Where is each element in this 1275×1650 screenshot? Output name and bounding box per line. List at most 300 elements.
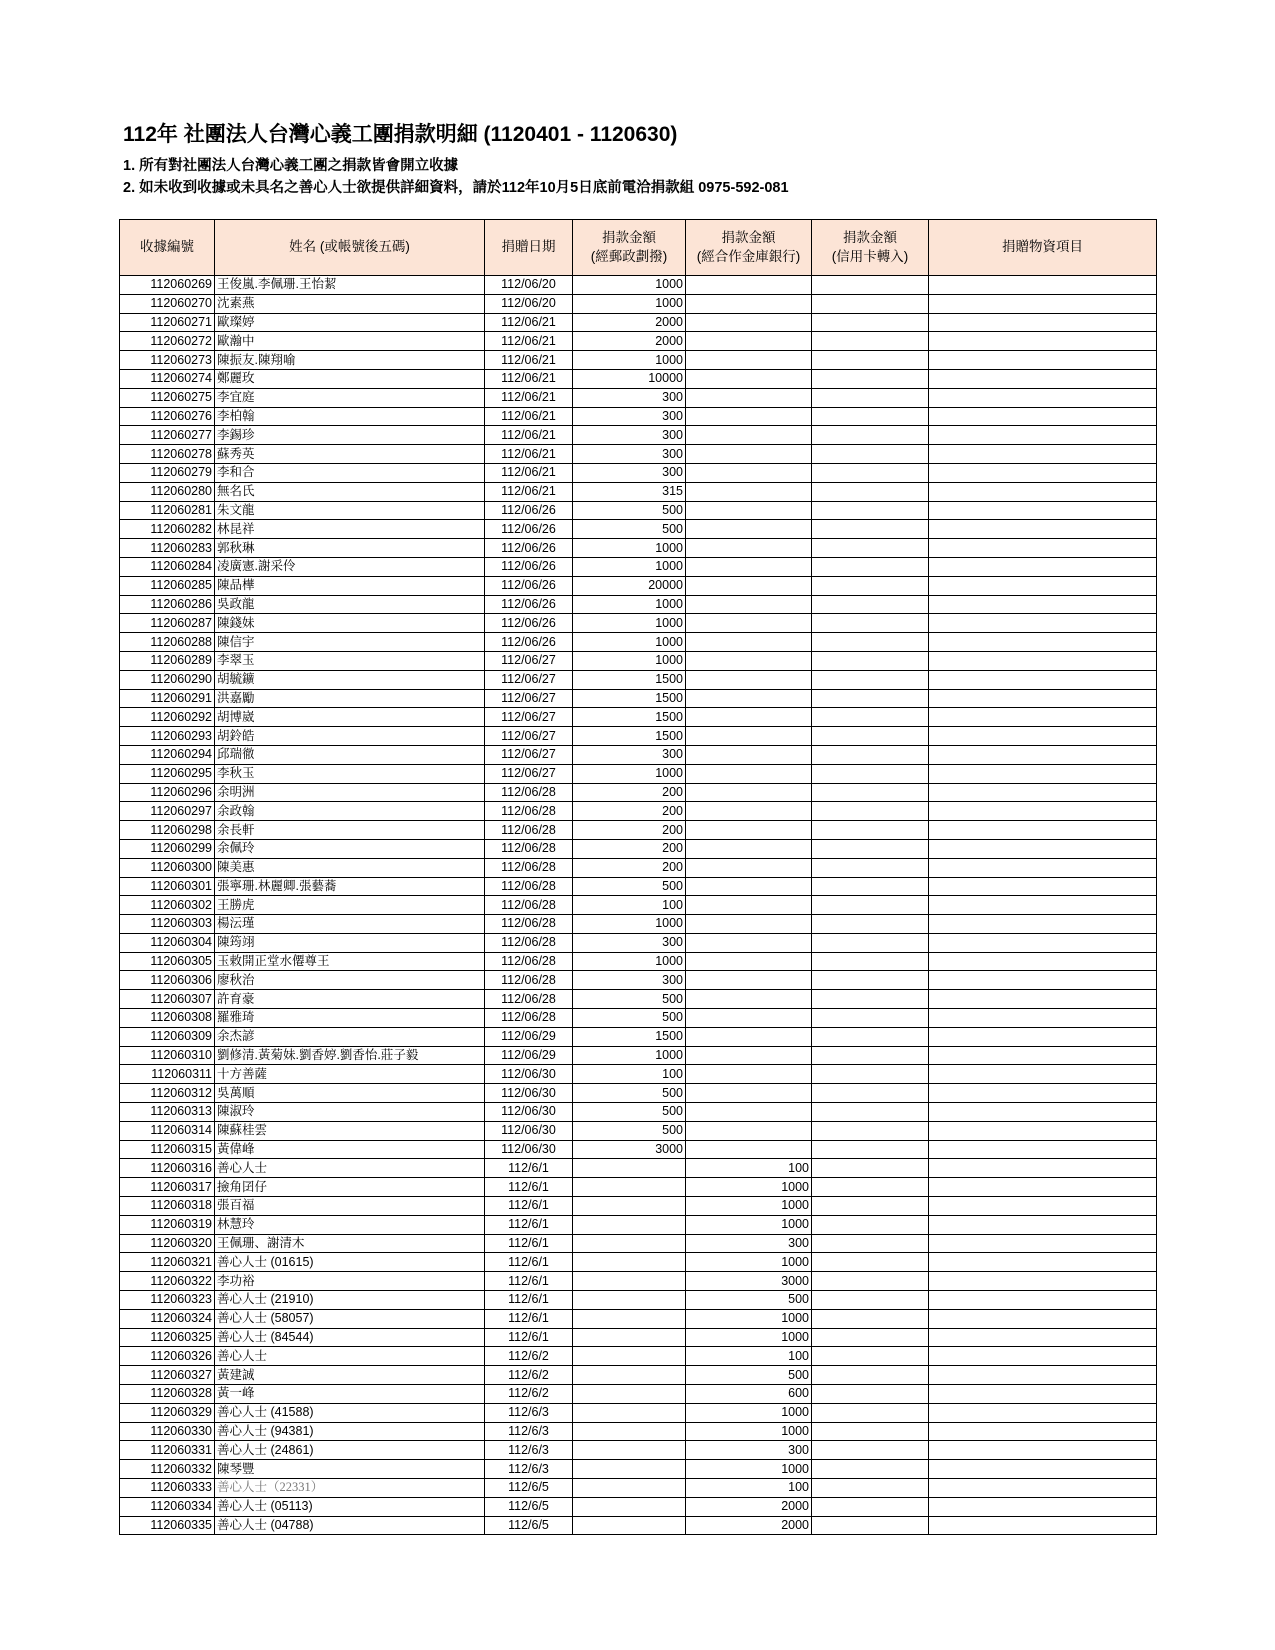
cell-bank-amount [686,294,812,313]
cell-receipt-no: 112060289 [120,651,215,670]
cell-receipt-no: 112060324 [120,1309,215,1328]
cell-receipt-no: 112060329 [120,1403,215,1422]
table-row [120,1272,1157,1291]
cell-card-amount [812,1159,929,1178]
cell-card-amount [812,1460,929,1479]
cell-receipt-no: 112060327 [120,1366,215,1385]
cell-bank-amount [686,1103,812,1122]
cell-receipt-no: 112060330 [120,1422,215,1441]
cell-card-amount [812,1309,929,1328]
cell-card-amount [812,858,929,877]
cell-donor-name: 余長軒 [215,821,485,840]
cell-receipt-no: 112060313 [120,1103,215,1122]
cell-date: 112/06/27 [485,689,573,708]
cell-date: 112/6/1 [485,1178,573,1197]
cell-bank-amount [686,745,812,764]
cell-date: 112/06/27 [485,708,573,727]
table-row [120,633,1157,652]
cell-donor-name: 陳淑玲 [215,1103,485,1122]
cell-goods [929,689,1157,708]
cell-goods [929,802,1157,821]
cell-donor-name: 陳琴豐 [215,1460,485,1479]
cell-date: 112/06/21 [485,332,573,351]
table-row [120,539,1157,558]
cell-donor-name: 善心人士 (04788) [215,1516,485,1535]
cell-postal-amount [573,1385,686,1404]
cell-postal-amount: 200 [573,783,686,802]
cell-donor-name: 楊沄瑾 [215,915,485,934]
cell-date: 112/6/1 [485,1197,573,1216]
table-row [120,1497,1157,1516]
cell-bank-amount: 300 [686,1441,812,1460]
cell-card-amount [812,952,929,971]
cell-date: 112/06/26 [485,501,573,520]
cell-receipt-no: 112060335 [120,1516,215,1535]
cell-date: 112/06/27 [485,745,573,764]
cell-donor-name: 胡博崴 [215,708,485,727]
cell-bank-amount [686,802,812,821]
cell-receipt-no: 112060306 [120,971,215,990]
cell-date: 112/6/1 [485,1253,573,1272]
table-row [120,501,1157,520]
cell-donor-name: 善心人士 (58057) [215,1309,485,1328]
table-row [120,332,1157,351]
cell-date: 112/06/21 [485,463,573,482]
cell-goods [929,1422,1157,1441]
cell-receipt-no: 112060277 [120,426,215,445]
cell-date: 112/06/26 [485,595,573,614]
header-card-amount [812,220,929,276]
cell-postal-amount: 1000 [573,294,686,313]
header-goods: 捐贈物資項目 [929,220,1157,276]
table-row [120,445,1157,464]
cell-bank-amount: 1000 [686,1215,812,1234]
cell-goods [929,971,1157,990]
cell-bank-amount [686,896,812,915]
cell-donor-name: 王俊嵐.李佩珊.王怡絜 [215,276,485,295]
cell-card-amount [812,614,929,633]
cell-donor-name: 歐璨婷 [215,313,485,332]
cell-bank-amount: 100 [686,1479,812,1498]
cell-goods [929,821,1157,840]
cell-date: 112/06/21 [485,482,573,501]
cell-bank-amount [686,557,812,576]
table-row [120,595,1157,614]
cell-date: 112/6/3 [485,1460,573,1479]
cell-card-amount [812,1197,929,1216]
cell-card-amount [812,1366,929,1385]
cell-receipt-no: 112060283 [120,539,215,558]
cell-card-amount [812,426,929,445]
cell-postal-amount: 200 [573,858,686,877]
cell-card-amount [812,670,929,689]
cell-card-amount [812,388,929,407]
cell-postal-amount: 315 [573,482,686,501]
cell-date: 112/06/21 [485,351,573,370]
cell-date: 112/06/26 [485,576,573,595]
cell-goods [929,1460,1157,1479]
table-row [120,294,1157,313]
cell-postal-amount: 1000 [573,276,686,295]
cell-date: 112/06/28 [485,821,573,840]
header-postal-amount [573,220,686,276]
cell-postal-amount [573,1366,686,1385]
cell-bank-amount [686,877,812,896]
cell-bank-amount: 1000 [686,1328,812,1347]
table-row [120,1403,1157,1422]
cell-goods [929,463,1157,482]
cell-goods [929,877,1157,896]
cell-date: 112/06/29 [485,1027,573,1046]
table-row [120,351,1157,370]
cell-card-amount [812,1253,929,1272]
cell-donor-name: 王勝虎 [215,896,485,915]
cell-goods [929,952,1157,971]
cell-card-amount [812,727,929,746]
table-row [120,802,1157,821]
cell-postal-amount: 300 [573,463,686,482]
table-row [120,821,1157,840]
cell-donor-name: 王佩珊、謝清木 [215,1234,485,1253]
cell-receipt-no: 112060317 [120,1178,215,1197]
cell-goods [929,557,1157,576]
cell-postal-amount [573,1460,686,1479]
cell-receipt-no: 112060288 [120,633,215,652]
cell-date: 112/06/21 [485,369,573,388]
cell-goods [929,933,1157,952]
cell-postal-amount: 2000 [573,313,686,332]
table-row [120,1291,1157,1310]
cell-goods [929,501,1157,520]
cell-bank-amount: 1000 [686,1422,812,1441]
table-row [120,745,1157,764]
cell-bank-amount [686,1027,812,1046]
cell-date: 112/6/1 [485,1291,573,1310]
cell-card-amount [812,595,929,614]
cell-donor-name: 洪嘉勵 [215,689,485,708]
cell-goods [929,1197,1157,1216]
cell-goods [929,576,1157,595]
cell-date: 112/6/3 [485,1441,573,1460]
cell-donor-name: 李柏翰 [215,407,485,426]
cell-receipt-no: 112060326 [120,1347,215,1366]
cell-goods [929,1215,1157,1234]
cell-bank-amount [686,388,812,407]
cell-bank-amount: 1000 [686,1309,812,1328]
cell-receipt-no: 112060301 [120,877,215,896]
table-row [120,520,1157,539]
cell-card-amount [812,1441,929,1460]
cell-postal-amount: 1000 [573,557,686,576]
cell-donor-name: 善心人士 (05113) [215,1497,485,1516]
cell-donor-name: 玉敕開正堂水僊尊王 [215,952,485,971]
cell-date: 112/06/26 [485,557,573,576]
cell-goods [929,1103,1157,1122]
cell-goods [929,1479,1157,1498]
cell-postal-amount [573,1197,686,1216]
table-row [120,1084,1157,1103]
cell-postal-amount: 1500 [573,708,686,727]
table-row [120,1441,1157,1460]
table-row [120,1516,1157,1535]
cell-bank-amount [686,1084,812,1103]
cell-goods [929,1441,1157,1460]
cell-card-amount [812,332,929,351]
cell-goods [929,764,1157,783]
cell-card-amount [812,1215,929,1234]
cell-postal-amount [573,1441,686,1460]
cell-card-amount [812,990,929,1009]
cell-card-amount [812,764,929,783]
cell-bank-amount [686,858,812,877]
cell-date: 112/6/5 [485,1497,573,1516]
cell-receipt-no: 112060295 [120,764,215,783]
cell-donor-name: 善心人士 (94381) [215,1422,485,1441]
cell-donor-name: 善心人士 [215,1347,485,1366]
cell-card-amount [812,1046,929,1065]
cell-date: 112/06/20 [485,294,573,313]
cell-postal-amount: 1000 [573,915,686,934]
cell-donor-name: 朱文龍 [215,501,485,520]
cell-postal-amount: 1500 [573,670,686,689]
table-row [120,877,1157,896]
table-row [120,463,1157,482]
cell-donor-name: 黃建誠 [215,1366,485,1385]
cell-card-amount [812,482,929,501]
cell-card-amount [812,689,929,708]
cell-date: 112/6/5 [485,1479,573,1498]
cell-goods [929,1385,1157,1404]
cell-card-amount [812,501,929,520]
cell-receipt-no: 112060311 [120,1065,215,1084]
cell-goods [929,1516,1157,1535]
cell-donor-name: 陳蘇桂雲 [215,1121,485,1140]
cell-receipt-no: 112060308 [120,1009,215,1028]
table-row [120,1253,1157,1272]
cell-postal-amount: 300 [573,933,686,952]
cell-receipt-no: 112060323 [120,1291,215,1310]
cell-postal-amount [573,1253,686,1272]
cell-goods [929,426,1157,445]
cell-card-amount [812,313,929,332]
cell-postal-amount: 500 [573,520,686,539]
cell-donor-name: 郭秋琳 [215,539,485,558]
cell-receipt-no: 112060320 [120,1234,215,1253]
cell-donor-name: 余杰諺 [215,1027,485,1046]
cell-receipt-no: 112060270 [120,294,215,313]
cell-bank-amount [686,520,812,539]
cell-card-amount [812,971,929,990]
table-row [120,1460,1157,1479]
cell-card-amount [812,839,929,858]
cell-card-amount [812,1140,929,1159]
cell-goods [929,1046,1157,1065]
cell-card-amount [812,1009,929,1028]
cell-goods [929,332,1157,351]
cell-card-amount [812,1479,929,1498]
cell-goods [929,1309,1157,1328]
cell-receipt-no: 112060282 [120,520,215,539]
cell-donor-name: 邱瑞徹 [215,745,485,764]
cell-date: 112/06/27 [485,670,573,689]
table-row [120,915,1157,934]
cell-postal-amount: 2000 [573,332,686,351]
cell-postal-amount: 500 [573,1009,686,1028]
cell-card-amount [812,369,929,388]
table-row [120,1065,1157,1084]
cell-date: 112/06/27 [485,651,573,670]
cell-donor-name: 李功裕 [215,1272,485,1291]
cell-receipt-no: 112060269 [120,276,215,295]
table-row [120,557,1157,576]
cell-card-amount [812,407,929,426]
cell-bank-amount [686,576,812,595]
table-row [120,933,1157,952]
table-row [120,651,1157,670]
table-row [120,1103,1157,1122]
cell-donor-name: 十方善薩 [215,1065,485,1084]
cell-postal-amount [573,1272,686,1291]
cell-bank-amount [686,764,812,783]
note-contact: 2. 如未收到收據或未具名之善心人士欲提供詳細資料，請於112年10月5日底前電洽捐款組 0975-592-081 [123,180,789,196]
cell-card-amount [812,576,929,595]
table-row [120,1347,1157,1366]
table-row [120,614,1157,633]
cell-bank-amount: 300 [686,1234,812,1253]
cell-goods [929,1178,1157,1197]
cell-bank-amount [686,595,812,614]
cell-goods [929,858,1157,877]
cell-bank-amount [686,1121,812,1140]
cell-date: 112/06/26 [485,633,573,652]
cell-goods [929,1009,1157,1028]
cell-bank-amount: 1000 [686,1178,812,1197]
cell-date: 112/6/1 [485,1309,573,1328]
cell-date: 112/6/2 [485,1347,573,1366]
cell-donor-name: 李錫珍 [215,426,485,445]
cell-bank-amount: 2000 [686,1516,812,1535]
cell-donor-name: 林昆祥 [215,520,485,539]
cell-bank-amount [686,463,812,482]
table-row [120,858,1157,877]
cell-bank-amount [686,539,812,558]
cell-goods [929,1347,1157,1366]
cell-card-amount [812,633,929,652]
cell-date: 112/06/21 [485,313,573,332]
cell-card-amount [812,1065,929,1084]
cell-receipt-no: 112060281 [120,501,215,520]
cell-donor-name: 鄭麗玫 [215,369,485,388]
cell-date: 112/06/21 [485,407,573,426]
cell-bank-amount: 500 [686,1366,812,1385]
cell-card-amount [812,445,929,464]
cell-goods [929,407,1157,426]
cell-date: 112/06/28 [485,839,573,858]
cell-goods [929,896,1157,915]
cell-postal-amount: 500 [573,990,686,1009]
cell-goods [929,1140,1157,1159]
cell-goods [929,783,1157,802]
cell-goods [929,633,1157,652]
cell-card-amount [812,1121,929,1140]
cell-donor-name: 善心人士 (21910) [215,1291,485,1310]
cell-receipt-no: 112060310 [120,1046,215,1065]
header-postal-sub: (經郵政劃撥) [590,248,668,264]
cell-card-amount [812,539,929,558]
cell-bank-amount [686,821,812,840]
table-row [120,313,1157,332]
cell-card-amount [812,802,929,821]
cell-receipt-no: 112060297 [120,802,215,821]
cell-donor-name: 羅雅琦 [215,1009,485,1028]
cell-bank-amount [686,445,812,464]
cell-goods [929,1065,1157,1084]
cell-receipt-no: 112060279 [120,463,215,482]
cell-receipt-no: 112060316 [120,1159,215,1178]
header-card-sub: (信用卡轉入) [831,248,909,264]
cell-receipt-no: 112060290 [120,670,215,689]
cell-bank-amount [686,351,812,370]
cell-postal-amount: 100 [573,1065,686,1084]
cell-date: 112/06/30 [485,1121,573,1140]
table-row [120,990,1157,1009]
cell-bank-amount [686,482,812,501]
cell-receipt-no: 112060328 [120,1385,215,1404]
cell-goods [929,1272,1157,1291]
cell-postal-amount [573,1234,686,1253]
table-row [120,1215,1157,1234]
cell-card-amount [812,1178,929,1197]
table-row [120,783,1157,802]
cell-receipt-no: 112060275 [120,388,215,407]
cell-donor-name: 黃一峰 [215,1385,485,1404]
cell-card-amount [812,933,929,952]
cell-goods [929,445,1157,464]
cell-donor-name: 沈素燕 [215,294,485,313]
cell-bank-amount [686,276,812,295]
table-row [120,1479,1157,1498]
table-row [120,708,1157,727]
cell-date: 112/6/1 [485,1272,573,1291]
cell-card-amount [812,915,929,934]
cell-bank-amount [686,633,812,652]
table-row [120,426,1157,445]
cell-bank-amount: 1000 [686,1253,812,1272]
cell-bank-amount: 1000 [686,1403,812,1422]
cell-receipt-no: 112060303 [120,915,215,934]
cell-bank-amount [686,670,812,689]
cell-postal-amount: 1000 [573,539,686,558]
cell-postal-amount [573,1422,686,1441]
table-header-row [120,220,1157,276]
header-receipt-no: 收據編號 [120,220,215,276]
cell-postal-amount [573,1178,686,1197]
cell-receipt-no: 112060319 [120,1215,215,1234]
cell-postal-amount: 500 [573,501,686,520]
cell-donor-name: 林慧玲 [215,1215,485,1234]
cell-postal-amount: 1000 [573,1046,686,1065]
table-row [120,1309,1157,1328]
cell-receipt-no: 112060292 [120,708,215,727]
cell-receipt-no: 112060273 [120,351,215,370]
cell-postal-amount: 200 [573,821,686,840]
cell-goods [929,1291,1157,1310]
cell-postal-amount: 1000 [573,614,686,633]
cell-date: 112/6/5 [485,1516,573,1535]
cell-donor-name: 廖秋治 [215,971,485,990]
cell-receipt-no: 112060312 [120,1084,215,1103]
cell-receipt-no: 112060294 [120,745,215,764]
